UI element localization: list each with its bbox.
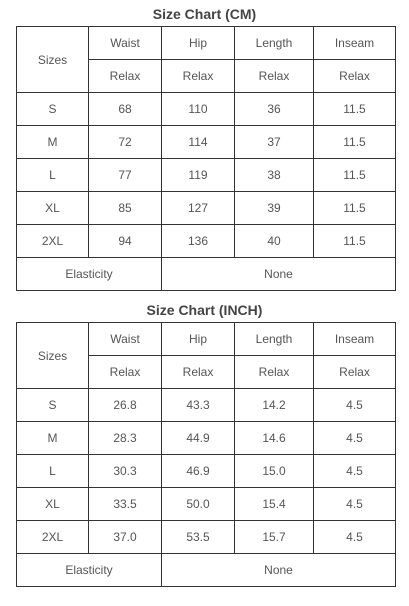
- inseam-cell: 11.5: [314, 93, 396, 126]
- chart-title-cm: Size Chart (CM): [152, 6, 257, 22]
- waist-cell: 94: [89, 225, 162, 258]
- size-cell: XL: [17, 488, 89, 521]
- chart-title-inch: Size Chart (INCH): [146, 302, 263, 318]
- length-cell: 40: [235, 225, 314, 258]
- length-cell: 36: [235, 93, 314, 126]
- waist-cell: 77: [89, 159, 162, 192]
- inseam-cell: 4.5: [314, 455, 396, 488]
- elasticity-row: [17, 258, 396, 291]
- table-row: [17, 126, 396, 159]
- waist-header-cell: Waist: [89, 27, 162, 60]
- fit-cell: Relax: [314, 60, 396, 93]
- length-cell: 14.2: [235, 389, 314, 422]
- size-cell: XL: [17, 192, 89, 225]
- waist-cell: 30.3: [89, 455, 162, 488]
- inseam-cell: 11.5: [314, 159, 396, 192]
- length-cell: 39: [235, 192, 314, 225]
- fit-cell: Relax: [162, 60, 235, 93]
- hip-cell: 119: [162, 159, 235, 192]
- length-cell: 37: [235, 126, 314, 159]
- hip-cell: 43.3: [162, 389, 235, 422]
- inseam-header-cell: Inseam: [314, 27, 396, 60]
- hip-header-cell: Hip: [162, 27, 235, 60]
- table-row: [17, 521, 396, 554]
- waist-header-cell: Waist: [89, 323, 162, 356]
- length-header-cell: Length: [235, 323, 314, 356]
- elasticity-label: Elasticity: [17, 258, 162, 291]
- inseam-cell: 4.5: [314, 389, 396, 422]
- size-cell: S: [17, 93, 89, 126]
- elasticity-value: None: [162, 554, 396, 587]
- waist-cell: 72: [89, 126, 162, 159]
- inseam-cell: 11.5: [314, 126, 396, 159]
- size-cell: L: [17, 455, 89, 488]
- length-cell: 38: [235, 159, 314, 192]
- hip-cell: 46.9: [162, 455, 235, 488]
- waist-cell: 37.0: [89, 521, 162, 554]
- fit-cell: Relax: [235, 356, 314, 389]
- length-cell: 15.4: [235, 488, 314, 521]
- table-row: [17, 488, 396, 521]
- table-row: [17, 159, 396, 192]
- length-cell: 15.7: [235, 521, 314, 554]
- size-cell: L: [17, 159, 89, 192]
- length-header-cell: Length: [235, 27, 314, 60]
- elasticity-label: Elasticity: [17, 554, 162, 587]
- size-table-cm: [16, 26, 396, 291]
- inseam-cell: 4.5: [314, 488, 396, 521]
- waist-cell: 28.3: [89, 422, 162, 455]
- inseam-cell: 4.5: [314, 422, 396, 455]
- table-row: [17, 225, 396, 258]
- hip-cell: 127: [162, 192, 235, 225]
- waist-cell: 85: [89, 192, 162, 225]
- size-cell: M: [17, 422, 89, 455]
- hip-header-cell: Hip: [162, 323, 235, 356]
- elasticity-value: None: [162, 258, 396, 291]
- waist-cell: 33.5: [89, 488, 162, 521]
- fit-cell: Relax: [314, 356, 396, 389]
- table-row: [17, 455, 396, 488]
- table-row: [17, 422, 396, 455]
- size-cell: 2XL: [17, 521, 89, 554]
- inseam-cell: 11.5: [314, 192, 396, 225]
- fit-cell: Relax: [235, 60, 314, 93]
- inseam-cell: 11.5: [314, 225, 396, 258]
- inseam-cell: 4.5: [314, 521, 396, 554]
- elasticity-row: [17, 554, 396, 587]
- hip-cell: 44.9: [162, 422, 235, 455]
- header-row: [17, 323, 396, 356]
- hip-cell: 136: [162, 225, 235, 258]
- fit-cell: Relax: [162, 356, 235, 389]
- waist-cell: 26.8: [89, 389, 162, 422]
- hip-cell: 114: [162, 126, 235, 159]
- table-row: [17, 192, 396, 225]
- sizes-header-cell: Sizes: [17, 27, 89, 93]
- table-row: [17, 93, 396, 126]
- sizes-header-cell: Sizes: [17, 323, 89, 389]
- hip-cell: 110: [162, 93, 235, 126]
- size-cell: 2XL: [17, 225, 89, 258]
- waist-cell: 68: [89, 93, 162, 126]
- hip-cell: 53.5: [162, 521, 235, 554]
- table-row: [17, 389, 396, 422]
- hip-cell: 50.0: [162, 488, 235, 521]
- size-cell: S: [17, 389, 89, 422]
- inseam-header-cell: Inseam: [314, 323, 396, 356]
- fit-cell: Relax: [89, 356, 162, 389]
- size-table-inch: [16, 322, 396, 587]
- size-cell: M: [17, 126, 89, 159]
- fit-cell: Relax: [89, 60, 162, 93]
- header-row: [17, 27, 396, 60]
- length-cell: 15.0: [235, 455, 314, 488]
- length-cell: 14.6: [235, 422, 314, 455]
